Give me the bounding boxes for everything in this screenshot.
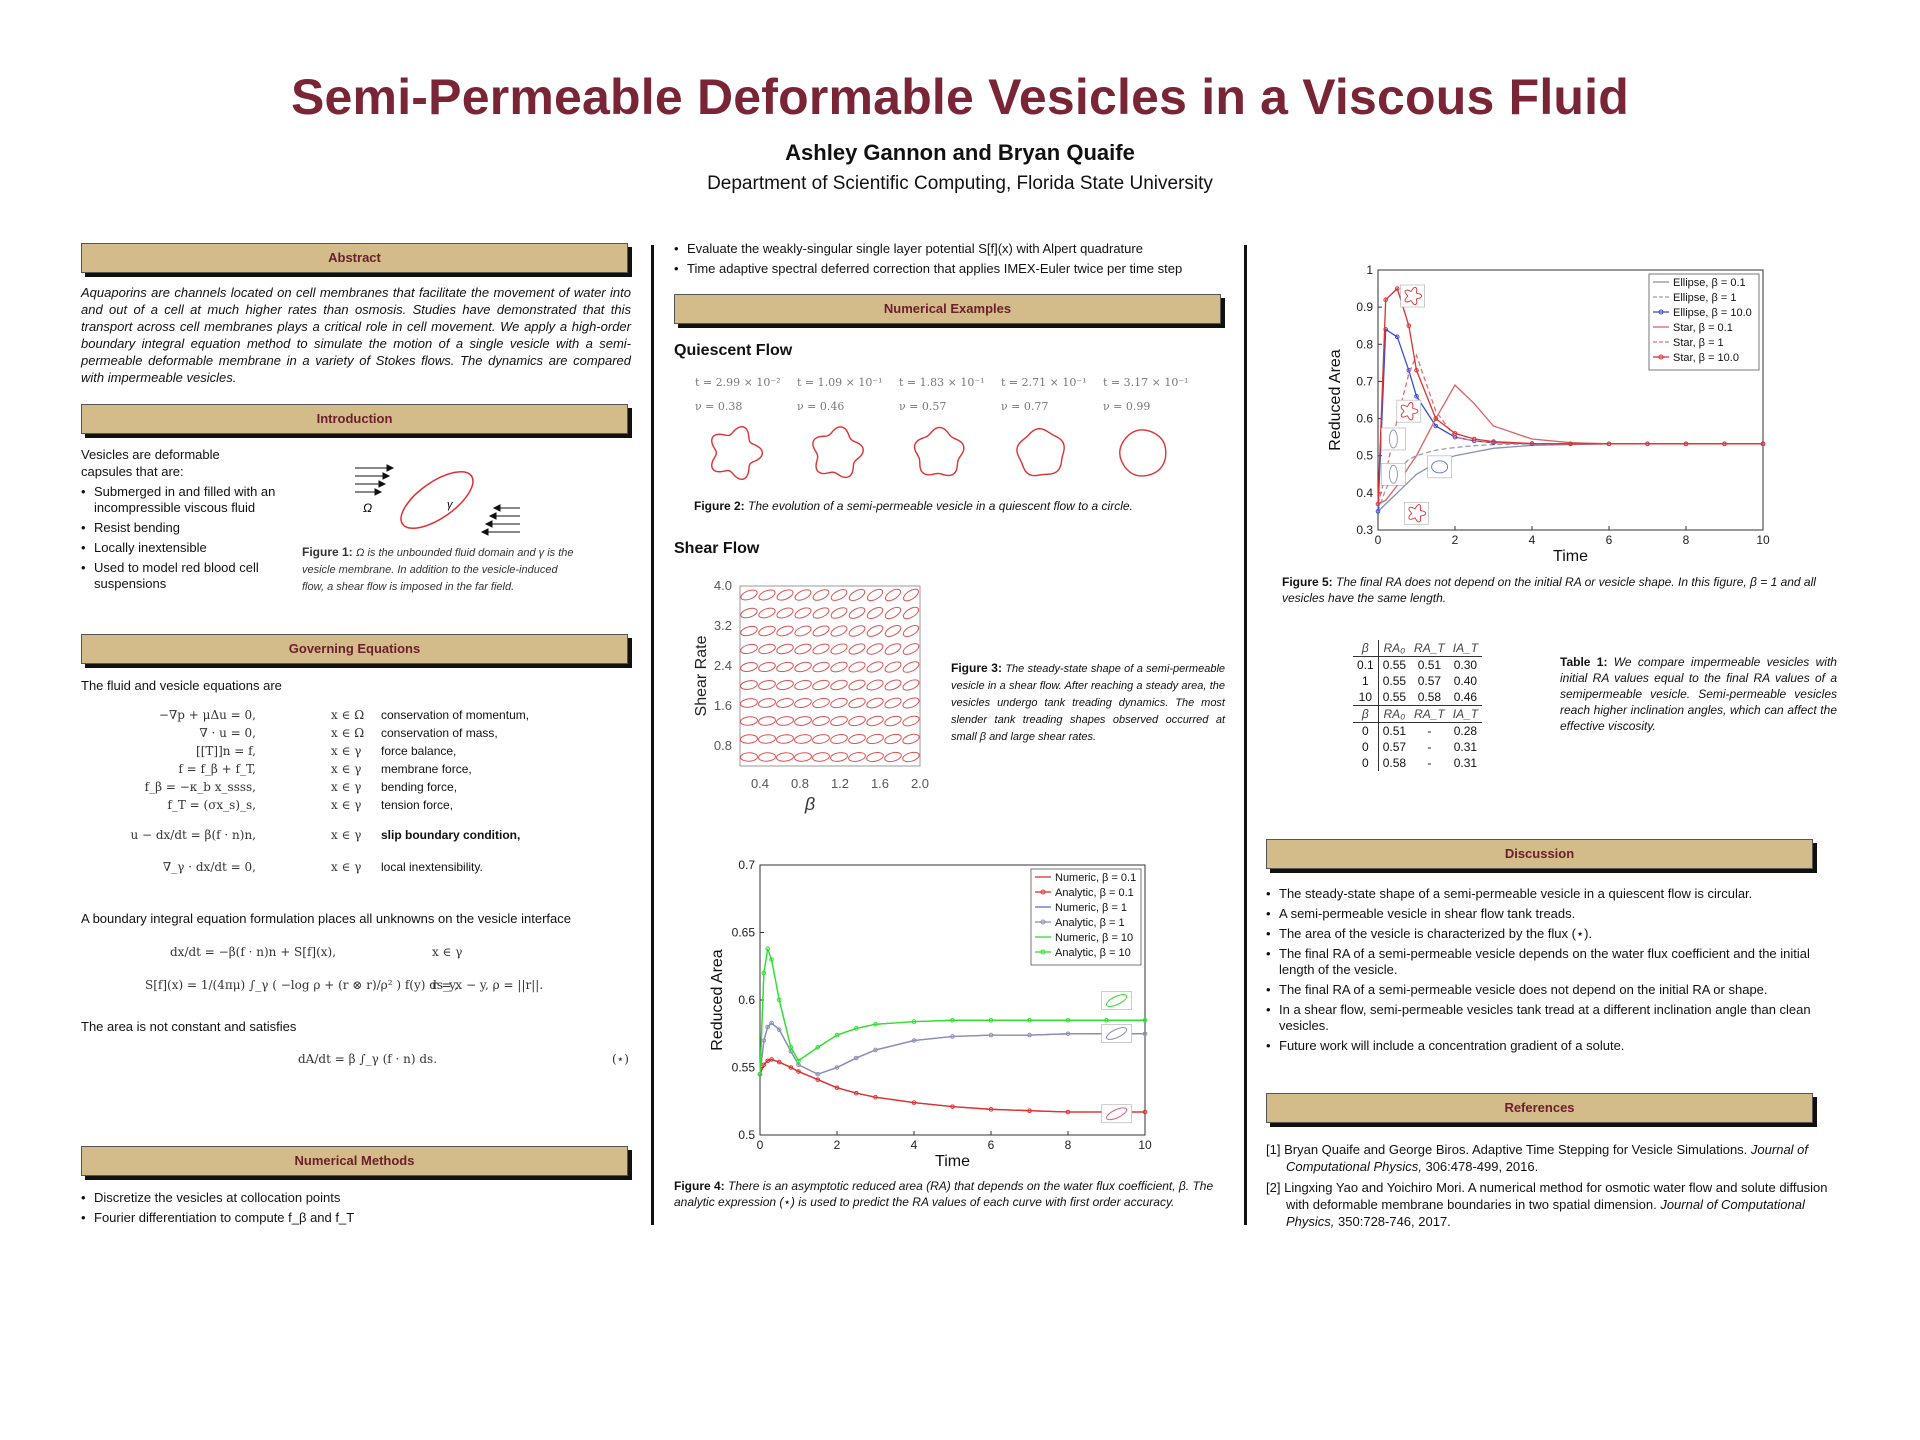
eq-desc: conservation of momentum, [381,708,530,722]
numerical-examples-heading: Numerical Examples [674,294,1221,324]
y-tick-label: 0.65 [731,925,755,940]
x-tick-label: 2 [1451,533,1459,547]
y-tick-label: 0.6 [738,993,755,1007]
eq-domain: x ∈ γ [331,780,362,794]
y-tick-label: 3.2 [713,618,732,633]
eq-domain: x ∈ γ [331,762,362,776]
figure3-label: Figure 3: [951,661,1002,675]
table-header: RA₀ [1383,707,1406,721]
table-header: β [1353,640,1378,657]
eq-domain: x ∈ Ω [331,726,365,740]
inset-box [1102,992,1132,1010]
x-tick-label: 1.6 [870,776,890,791]
eq-lhs: f_T = (σx_s)_s, [167,798,256,812]
vesicle-shape [813,427,863,478]
x-tick-label: 0.8 [790,776,810,791]
list-item: • The area of the vesicle is characterized by the flux (⋆). [1266,926,1826,942]
discussion-heading: Discussion [1266,839,1813,869]
vesicle-shape [1120,430,1166,476]
list-item: • Time adaptive spectral deferred correction that applies IMEX-Euler twice per time step [674,261,1234,277]
figure1-label: Figure 1: [302,545,353,559]
shear-flow-title: Shear Flow [674,540,760,557]
reference-authors: Lingxing Yao and Yoichiro Mori. A numerical method for osmotic water flow and solute diffusion with deformable membrane boundaries in two spatial dimension. [1284,1180,1828,1212]
figure4-caption [674,1178,1229,1210]
table-row [1353,689,1482,706]
quiescent-vesicle-shapes [700,418,1210,488]
list-item: • The final RA of a semi-permeable vesicle does not depend on the initial RA or shape. [1266,982,1826,998]
y-tick-label: 0.7 [738,858,755,872]
list-item: • The steady-state shape of a semi-permeable vesicle in a quiescent flow is circular. [1266,886,1826,902]
x-tick-label: 4 [1528,533,1536,547]
table-cell: 0 [1353,723,1378,740]
frame-nu: ν = 0.99 [1103,400,1151,413]
introduction-heading: Introduction [81,404,628,434]
table-cell: - [1427,756,1432,770]
intro-bullets [81,484,281,596]
x-axis-label: β [804,794,816,814]
x-tick-label: 0.4 [750,776,770,791]
list-item: • Resist bending [81,520,281,536]
vesicle-shape [712,427,763,480]
legend-label: Ellipse, β = 10.0 [1673,307,1752,319]
y-tick-label: 0.9 [1356,300,1373,315]
equation-list [81,707,641,887]
table-header: IA_T [1452,707,1479,721]
gamma-symbol: γ [447,499,453,511]
list-item: • A semi-permeable vesicle in shear flow tank treads. [1266,906,1826,922]
table-cell: 0.51 [1382,724,1407,738]
table1 [1353,640,1482,771]
frame-time: t = 3.17 × 10⁻¹ [1103,376,1189,389]
vesicle-shape [1017,429,1064,476]
vesicle-shape [915,428,964,476]
figure3-shear-grid [690,576,940,816]
eq-desc: membrane force, [381,762,472,776]
inset-box [1401,285,1425,307]
list-item: • Evaluate the weakly-singular single layer potential S[f](x) with Alpert quadrature [674,241,1234,257]
list-item: • Discretize the vesicles at collocation points [81,1190,631,1206]
inset-box [1381,428,1405,450]
y-tick-label: 0.8 [713,738,732,753]
y-axis-label: Reduced Area [1327,349,1344,451]
table-header: β [1353,706,1378,723]
legend-label: Star, β = 10.0 [1673,352,1739,364]
x-axis-label: Time [935,1153,970,1170]
table1-caption [1560,654,1837,734]
x-tick-label: 0 [756,1138,764,1152]
figure2-text: The evolution of a semi-permeable vesicle in a quiescent flow to a circle. [748,499,1133,513]
eq-desc: conservation of mass, [381,726,498,740]
table-header: IA_T [1452,641,1479,655]
table-row [1353,739,1482,755]
table-row [1353,755,1482,771]
inset-box [1102,1105,1132,1123]
intro-lead: Vesicles are deformable capsules that are: [81,447,220,479]
table1-label: Table 1: [1560,655,1608,669]
figure2-caption [694,498,1214,514]
column-divider-1 [651,245,654,1225]
area-equation-tag: (⋆) [612,1052,629,1066]
table-cell: 10 [1353,689,1378,706]
reference-item [1266,1179,1841,1230]
methods-bullets [81,1190,631,1230]
frame-nu: ν = 0.57 [899,400,947,413]
x-tick-label: 1.2 [830,776,850,791]
eq-desc: bending force, [381,780,458,794]
list-item: • Fourier differentiation to compute f_β and f_T [81,1210,631,1226]
y-axis-label: Shear Rate [693,635,710,717]
list-item: • Future work will include a concentration gradient of a solute. [1266,1038,1826,1054]
frame-nu: ν = 0.77 [1001,400,1049,413]
table-cell: 0.58 [1382,756,1407,770]
shear-arrows-right [482,505,520,535]
x-tick-label: 10 [1138,1138,1152,1152]
numerical-methods-heading: Numerical Methods [81,1146,628,1176]
eq-domain: x ∈ γ [331,798,362,812]
y-tick-label: 0.7 [1356,374,1373,389]
figure4-chart [700,855,1155,1175]
eq-lhs: −∇p + μΔu = 0, [158,708,256,722]
omega-symbol: Ω [363,501,373,515]
table-cell: - [1427,740,1432,754]
reference-number: [1] [1266,1142,1281,1157]
bie-eq1-domain: x ∈ γ [432,945,463,959]
table-cell: 0 [1353,739,1378,755]
eq-domain: x ∈ γ [331,828,362,842]
eq-domain: x ∈ γ [331,860,362,874]
eq-desc: slip boundary condition, [381,828,521,842]
discussion-bullets [1266,886,1826,1058]
figure1-diagram [345,460,535,540]
eq-desc: local inextensibility. [381,860,483,874]
frame-nu: ν = 0.38 [695,400,743,413]
figure5-text: The final RA does not depend on the initial RA or vesicle shape. In this figure, β = 1 and all vesicles have the same length. [1282,575,1816,605]
y-tick-label: 4.0 [713,578,732,593]
reference-number: [2] [1266,1180,1281,1195]
eq-lhs: f = f_β + f_T, [178,762,256,776]
list-item: • Locally inextensible [81,540,281,556]
legend-label: Numeric, β = 10 [1055,932,1134,944]
legend-label: Numeric, β = 0.1 [1055,872,1137,884]
frame-time: t = 2.99 × 10⁻² [695,376,781,389]
x-tick-label: 8 [1064,1138,1072,1152]
table-cell: 1 [1353,673,1378,689]
table1-text: We compare impermeable vesicles with initial RA values equal to the final RA values of a semipermeable vesicle. Semi-permeable vesicles reach higher inclination angles, which can affect the effective viscosity. [1560,655,1837,733]
reference-item [1266,1141,1841,1175]
area-lead: The area is not constant and satisfies [81,1019,297,1034]
table-cell: 0.51 [1417,658,1442,672]
eq-lhs: ∇_γ · dx/dt = 0, [162,860,256,874]
table-row [1353,723,1482,740]
x-axis-label: Time [1553,548,1588,565]
table-cell: 0 [1353,755,1378,771]
x-tick-label: 0 [1374,533,1382,547]
authors: Ashley Gannon and Bryan Quaife [785,140,1135,165]
figure5-caption [1282,574,1842,606]
bie-eq1: dx/dt = −β(f · n)n + S[f](x), [170,945,337,959]
bie-eq2-defs: r = x − y, ρ = ||r||. [432,978,544,992]
reference-journal: Journal of Computational Physics, [1286,1142,1809,1174]
table-header: RA₀ [1383,641,1406,655]
x-tick-label: 4 [910,1138,918,1152]
y-axis-label: Reduced Area [709,949,726,1051]
governing-heading: Governing Equations [81,634,628,664]
x-tick-label: 2.0 [910,776,930,791]
table-cell: 0.31 [1453,740,1478,754]
legend-label: Star, β = 0.1 [1673,322,1733,334]
area-equation: dA/dt = β ∫_γ (f · n) ds. [298,1052,438,1066]
y-tick-label: 0.55 [731,1060,755,1075]
table-cell: - [1427,724,1432,738]
table-row [1353,673,1482,689]
table-cell: 0.55 [1382,674,1407,688]
quiescent-flow-title: Quiescent Flow [674,342,793,359]
table-cell: 0.55 [1382,690,1407,704]
reference-details: 350:728-746, 2017. [1338,1214,1451,1229]
list-item: • In a shear flow, semi-permeable vesicles tank tread at a different inclination angle than clean vesicles. [1266,1002,1826,1034]
figure5-chart [1310,255,1770,575]
legend-label: Analytic, β = 10 [1055,947,1131,959]
legend-label: Ellipse, β = 1 [1673,292,1737,304]
x-tick-label: 8 [1682,533,1690,547]
frame-time: t = 1.83 × 10⁻¹ [899,376,985,389]
table-cell: 0.1 [1353,657,1378,674]
y-tick-label: 0.3 [1356,523,1373,537]
affiliation: Department of Scientific Computing, Florida State University [707,173,1213,194]
eq-desc: tension force, [381,798,454,812]
figure4-text: There is an asymptotic reduced area (RA) that depends on the water flux coefficient, β. The analytic expression (⋆) is used to predict the RA values of each curve with first order accuracy. [674,1179,1214,1209]
eq-lhs: [[T]]n = f, [196,744,256,758]
table-cell: 0.46 [1453,690,1478,704]
y-tick-label: 0.6 [1356,411,1373,426]
list-item: • Used to model red blood cell suspensions [81,560,281,592]
bie-eq2: S[f](x) = 1/(4πμ) ∫_γ ( −log ρ + (r ⊗ r)/ρ² ) f(y) ds_y, [145,978,459,992]
legend-label: Star, β = 1 [1673,337,1724,349]
figure3-text: The steady-state shape of a semi-permeable vesicle in a shear flow. After reaching a steady area, the vesicles undergo tank treading dynamics. The most slender tank treading shapes observed occurred at small β and large shear rates. [951,663,1226,743]
eq-lhs: ∇ · u = 0, [199,726,256,740]
inset-box [1102,1025,1132,1043]
reference-details: 306:478-499, 2016. [1425,1159,1539,1174]
shear-arrows-left [355,465,393,495]
table-cell: 0.28 [1453,724,1478,738]
x-tick-label: 6 [987,1138,995,1152]
x-tick-label: 10 [1756,533,1770,547]
eq-lhs: f_β = −κ_b x_ssss, [144,780,256,794]
inset-box [1381,463,1405,485]
frame-nu: ν = 0.46 [797,400,845,413]
eq-desc: force balance, [381,744,457,758]
table-header: RA_T [1414,641,1445,655]
abstract-text: Aquaporins are channels located on cell membranes that facilitate the movement of water into and out of a cell at much higher rates than osmosis. Studies have demonstrated that this transport across cell membranes plays a critical role in cell movement. We apply a high-order boundary integral equation method to simulate the motion of a single vesicle with a semi-permeable deformable membrane in a variety of Stokes flows. The dynamics are compared with impermeable vesicles. [81,285,631,385]
frame-time: t = 1.09 × 10⁻¹ [797,376,883,389]
y-tick-label: 0.8 [1356,337,1373,352]
column-divider-2 [1244,245,1247,1225]
eq-lhs: u − dx/dt = β(f · n)n, [130,828,256,842]
table-row [1353,657,1482,674]
plot-frame [740,586,920,766]
figure1-text: Ω is the unbounded fluid domain and γ is the vesicle membrane. In addition to the vesicle-induced flow, a shear flow is imposed in the far field. [302,547,574,593]
y-tick-label: 1.6 [713,698,732,713]
table-cell: 0.57 [1382,740,1407,754]
legend-label: Analytic, β = 1 [1055,917,1125,929]
table-cell: 0.30 [1453,658,1478,672]
governing-lead: The fluid and vesicle equations are [81,678,282,693]
figure5-label: Figure 5: [1282,575,1333,589]
poster-title: Semi-Permeable Deformable Vesicles in a Viscous Fluid [290,69,1630,125]
x-tick-label: 6 [1605,533,1613,547]
table-header: RA_T [1414,707,1445,721]
y-tick-label: 2.4 [713,658,732,673]
methods-bullets-continued [674,241,1234,281]
table-cell: 0.58 [1417,690,1442,704]
table-cell: 0.55 [1382,658,1407,672]
y-tick-label: 0.5 [738,1128,755,1142]
abstract-heading: Abstract [81,243,628,273]
bie-lead: A boundary integral equation formulation places all unknowns on the vesicle interface [81,911,571,926]
references-heading: References [1266,1093,1813,1123]
y-tick-label: 1 [1366,263,1373,277]
eq-domain: x ∈ Ω [331,708,365,722]
table-header-row [1353,640,1482,657]
table-cell: 0.40 [1453,674,1478,688]
legend-label: Analytic, β = 0.1 [1055,887,1134,899]
table-cell: 0.57 [1417,674,1442,688]
vesicle-ellipse [392,461,481,539]
reference-journal: Journal of Computational Physics, [1286,1197,1805,1229]
figure2-label: Figure 2: [694,499,745,513]
reference-authors: Bryan Quaife and George Biros. Adaptive Time Stepping for Vesicle Simulations. [1284,1142,1748,1157]
table-cell: 0.31 [1453,756,1478,770]
eq-domain: x ∈ γ [331,744,362,758]
figure1-caption [302,544,582,595]
legend-label: Ellipse, β = 0.1 [1673,277,1746,289]
figure4-label: Figure 4: [674,1179,725,1193]
list-item: • Submerged in and filled with an incompressible viscous fluid [81,484,281,516]
x-tick-label: 2 [833,1138,841,1152]
figure3-caption [951,660,1225,746]
frame-time: t = 2.71 × 10⁻¹ [1001,376,1087,389]
y-tick-label: 0.4 [1356,485,1373,500]
y-tick-label: 0.5 [1356,448,1373,463]
list-item: • The final RA of a semi-permeable vesicle depends on the water flux coefficient and the initial length of the vesicle. [1266,946,1826,978]
table-header-row [1353,706,1482,723]
legend-label: Numeric, β = 1 [1055,902,1128,914]
